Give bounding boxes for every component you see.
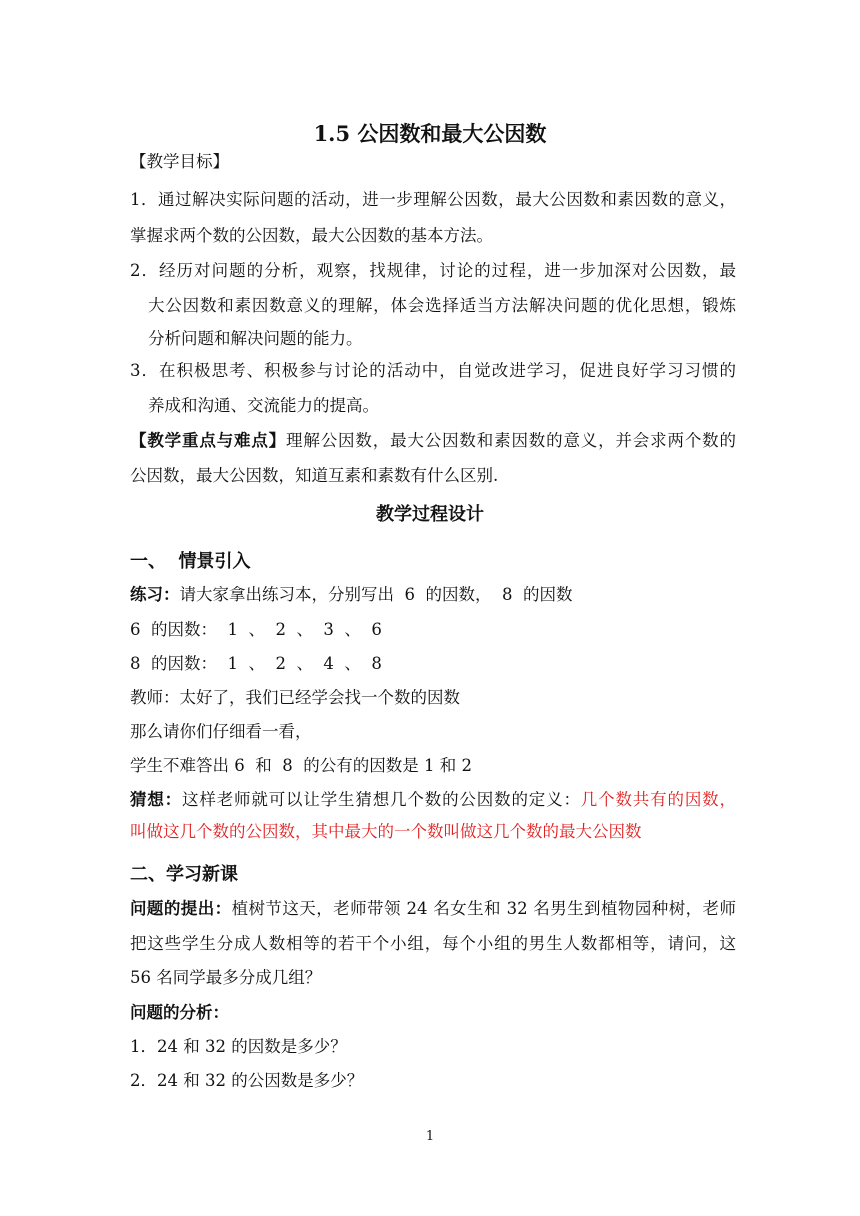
student-line: 学生不难答出 6 和 8 的公有的因数是 1 和 2 (130, 756, 472, 775)
key-points-label: 【教学重点与难点】 (130, 431, 287, 450)
guess-line-1 (130, 790, 736, 810)
factors-of-6: 6 的因数： 1 、 2 、 3 、 6 (130, 620, 382, 639)
key-points-line-2: 公因数，最大公因数，知道互素和素数有什么区别. (130, 466, 499, 485)
practice-text: 请大家拿出练习本，分别写出 6 的因数， 8 的因数 (179, 585, 573, 604)
design-heading: 教学过程设计 (376, 504, 484, 525)
page-number: 1 (425, 1129, 435, 1144)
problem-text-1: 植树节这天，老师带领 24 名女生和 32 名男生到植物园种树，老师 (231, 899, 736, 918)
problem-line-1 (130, 899, 736, 919)
key-points-text: 理解公因数，最大公因数和素因数的意义，并会求两个数的 (286, 431, 737, 450)
guess-label: 猜想： (130, 790, 183, 809)
question-1: 1．24 和 32 的因数是多少？ (130, 1037, 347, 1056)
look-line: 那么请你们仔细看一看， (130, 722, 312, 741)
practice-label: 练习： (130, 585, 180, 604)
guess-text: 这样老师就可以让学生猜想几个数的公因数的定义： (182, 790, 581, 809)
section-1-heading: 一、 情景引入 (130, 551, 251, 572)
objective-3-line-1: 3．在积极思考、积极参与讨论的活动中，自觉改进学习，促进良好学习习惯的 (130, 361, 736, 380)
objective-2-line-3: 分析问题和解决问题的能力。 (148, 329, 363, 348)
objective-3-line-2: 养成和沟通、交流能力的提高。 (148, 396, 379, 415)
practice-line (130, 585, 736, 605)
key-points-line-1 (130, 431, 736, 451)
question-2: 2．24 和 32 的公因数是多少？ (130, 1071, 364, 1090)
objective-1-line-1: 1．通过解决实际问题的活动，进一步理解公因数，最大公因数和素因数的意义， (130, 190, 736, 209)
factors-of-8: 8 的因数： 1 、 2 、 4 、 8 (130, 654, 382, 673)
objective-1-line-2: 掌握求两个数的公因数，最大公因数的基本方法。 (130, 226, 493, 245)
problem-line-3: 56 名同学最多分成几组？ (130, 968, 322, 987)
analysis-label: 问题的分析： (130, 1003, 229, 1022)
objective-2-line-2: 大公因数和素因数意义的理解，体会选择适当方法解决问题的优化思想，锻炼 (148, 296, 736, 315)
guess-line-2: 叫做这几个数的公因数，其中最大的一个数叫做这几个数的最大公因数 (130, 822, 642, 841)
teacher-line: 教师：太好了，我们已经学会找一个数的因数 (130, 688, 460, 707)
objective-2-line-1: 2．经历对问题的分析，观察，找规律，讨论的过程，进一步加深对公因数，最 (130, 261, 736, 280)
problem-line-2: 把这些学生分成人数相等的若干个小组，每个小组的男生人数都相等，请问，这 (130, 934, 736, 953)
section-2-heading: 二、学习新课 (130, 864, 238, 885)
objectives-heading: 【教学目标】 (130, 152, 229, 171)
document-title: 1.5 公因数和最大公因数 (313, 121, 547, 146)
guess-definition-red: 几个数共有的因数， (580, 790, 737, 809)
problem-label: 问题的提出： (130, 899, 232, 918)
